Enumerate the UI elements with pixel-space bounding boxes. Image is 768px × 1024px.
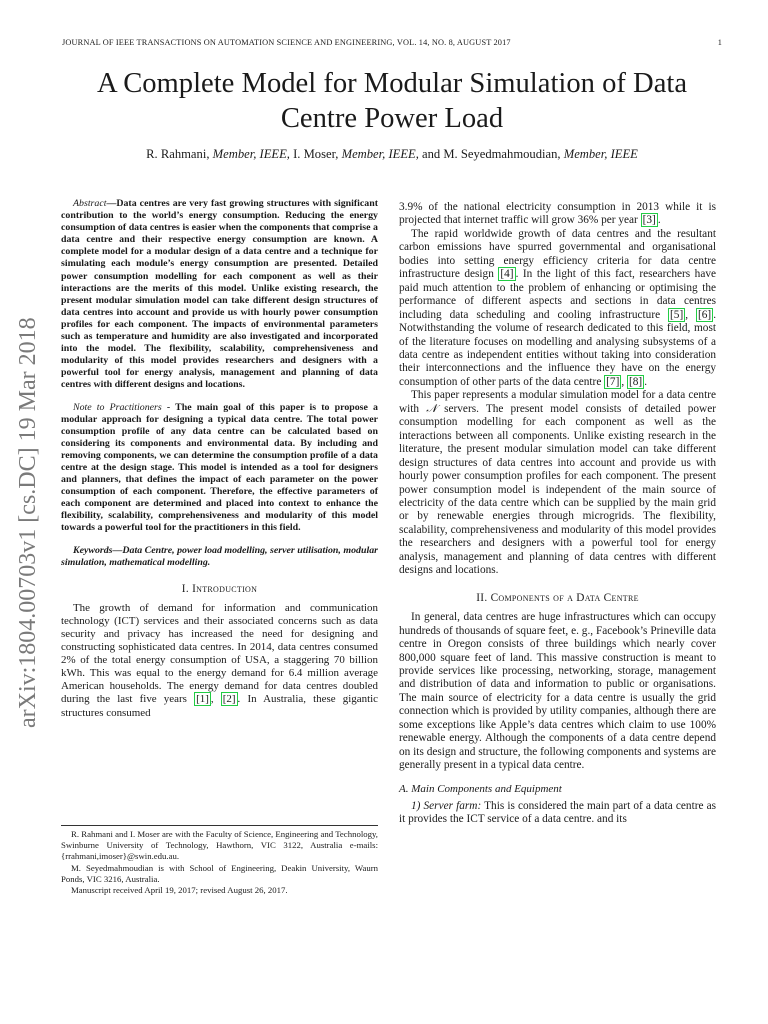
keywords-label: Keywords: [73, 544, 113, 556]
citation-link[interactable]: [7]: [606, 375, 620, 388]
section-heading-introduction: I. Introduction: [181, 582, 258, 595]
page-number: 1: [717, 38, 722, 47]
subsection-heading-main-components: A. Main Components and Equipment: [399, 782, 562, 795]
citation-link[interactable]: [5]: [670, 308, 684, 321]
components-paragraph: In general, data centres are huge infrastructures which can occupy hundreds of thousands of square feet, e. g., Facebook’s Prineville data centre in Oregon consists of three buildings which nearly cover 800,000 square feet of land. This massive construction is meant to provide services like processing, networking, storage, management and distribution of data and information to public or organisations. The main source of electricity for a data centre is usually the grid connection which is provided by utility companies, although there are some exceptions like Apple’s data centres which claim to use 100% renewable energy. Although the components of a data centre depend on its design and structure, the following components and systems are generally present in a typical data centre.: [399, 611, 716, 772]
author-line: [62, 147, 722, 162]
body-text: 3.9% of the national electricity consumption in 2013 while it is projected that internet traffic will grow 36% per year: [399, 201, 716, 227]
server-farm-label: 1) Server farm:: [411, 800, 482, 813]
body-text: The rapid worldwide growth of data centres and the resultant carbon emissions have spurred governmental and organisational bodies into setting energy efficiency criteria for data centre infrastructure design: [399, 227, 716, 281]
footnote-affiliation-2: M. Seyedmahmoudian is with School of Engineering, Deakin University, Waurn Ponds, VIC 3216, Australia.: [61, 862, 378, 884]
citation-separator: ,: [685, 308, 696, 321]
citation-link[interactable]: [8]: [629, 375, 643, 388]
body-text: servers. The present model consists of detailed power consumption modelling for each component as well as the interactions between all components. Unlike existing research in the literature, the present modular simulation model can take different design structures of data centres into account and provide us with hourly power consumption profiles for each component. The present power consumption model is independent of the main source of electricity of the data centre which can be supplied by the main grid or by renewable energies through microgrids. The flexibility, scalability, comprehensiveness and modularity of this model provides the researchers and designers with a powerful tool for energy analysis, management and planning of data centres with different designs and locations.: [399, 402, 716, 577]
citation-separator: ,: [621, 375, 628, 388]
author-moser-role: Member, IEEE,: [341, 147, 419, 161]
citation-link[interactable]: [2]: [222, 693, 236, 706]
body-text: This paper represents a modular simulation model for a data centre with: [399, 389, 716, 415]
footnote-affiliation-1: R. Rahmani and I. Moser are with the Faculty of Science, Engineering and Technology, Swinburne University of Technology, Hawthorn, VIC 3122, Australia e-mails: {rrahmani,imoser}@swin.edu.au.: [61, 829, 378, 862]
footnote-manuscript-dates: Manuscript received April 19, 2017; revised August 26, 2017.: [71, 885, 288, 896]
intro-paragraph: [61, 602, 378, 720]
abstract-label: Abstract: [73, 198, 107, 209]
abstract-text: —Data centres are very fast growing structures with significant contribution to the world’s energy consumption. Reducing the energy consumption of data centres is easier when the components that comprise a data centre and their respective energy consumption are known. A complete model for a modular design of a data centre and a technique for simulating each module’s energy consumption are presented. Detailed power consumption modelling for each component as well as their interactions are the merits of this model. Unlike existing research, the present modular simulation model can take different design structures of data centres into account and provide us with hourly power consumption profiles for each component. The impacts of environmental parameters such as temperature and humidity are also investigated and incorporated into the model. The flexibility, scalability, comprehensiveness and modularity of this model provides researchers and designers with a powerful tool for energy analysis, management and planning of data centres with different designs and locations.: [61, 198, 378, 391]
section-heading-components: II. Components of a Data Centre: [476, 591, 639, 604]
author-seyedmahmoudian-role: Member, IEEE: [563, 147, 638, 161]
citation-link[interactable]: [1]: [196, 693, 209, 706]
abstract: [61, 198, 378, 392]
body-text: .: [657, 214, 661, 227]
practitioners-text: - The main goal of this paper is to propose a modular approach for designing a typical data centre. The total power consumption profile of any data centre can be calculated based on considering its components and environmental data. By including and removing components, we can determine the consumption profile of a data centre at the design stage. This model is intended as a tool for designers and planners, that defines the impact of each parameter on the power consumption of each component. Therefore, the effective parameters of each component are determined and placed into context to enhance the flexibility, scalability, comprehensiveness and modularity of this model towards a powerful tool for the practitioners in this field.: [61, 401, 378, 534]
intro-text: The growth of demand for information and communication technology (ICT) services and their associated concerns such as data security and privacy has increased the need for designing and constructing sophisticated data centres. In 2014, data centres consumed 2% of the total energy consumption of USA, a staggering 70 billion kWh. This was equal to the energy demand for 6.4 million average American households. The energy demand for data centres doubled during the last five years: [61, 601, 378, 706]
citation-link[interactable]: [3]: [642, 214, 656, 227]
author-rahmani-role: Member, IEEE,: [212, 147, 290, 161]
running-head: [62, 38, 722, 47]
footnotes: [61, 825, 378, 896]
paper-title: A Complete Model for Modular Simulation of Data Centre Power Load: [96, 68, 688, 134]
journal-name: JOURNAL OF IEEE TRANSACTIONS ON AUTOMATION SCIENCE AND ENGINEERING, VOL. 14, NO. 8, AUGUST 2017: [62, 38, 511, 47]
author-rahmani: R. Rahmani,: [146, 147, 210, 161]
author-moser: I. Moser,: [293, 147, 339, 161]
keywords: [61, 545, 378, 569]
citation-separator: ,: [210, 693, 221, 706]
practitioners-label: Note to Practitioners: [73, 401, 162, 413]
left-column: [61, 198, 378, 720]
server-farm-text: This is considered the main part of a data centre as it provides the ICT service of a data centre. and its: [399, 800, 717, 826]
keywords-text: —Data Centre, power load modelling, server utilisation, modular simulation, mathematical modelling.: [61, 544, 378, 568]
author-seyedmahmoudian: and M. Seyedmahmoudian,: [422, 147, 561, 161]
intro-paragraph-2: [399, 228, 716, 389]
arxiv-stamp: arXiv:1804.00703v1 [cs.DC] 19 Mar 2018: [15, 317, 41, 728]
body-text: .: [644, 375, 648, 388]
body-text: . Notwithstanding the volume of research dedicated to this field, most of the literature focuses on modelling and analysing subsystems of a data centre as independent entities without taking into consideration their interconnections and the influence they have on the energy consumption of other parts of the data centre: [399, 308, 717, 388]
right-column: [399, 201, 716, 827]
math-symbol-n: 𝒩: [426, 402, 438, 415]
server-farm-paragraph: [399, 800, 716, 827]
body-text: . In the light of this fact, researchers have paid much attention to the problem of enhancing or optimising the performance of different aspects and sections in data centres including data scheduling and cooling infrastructure: [399, 268, 717, 321]
note-to-practitioners: [61, 402, 378, 535]
intro-continued-paragraph: [399, 201, 716, 228]
citation-link[interactable]: [4]: [500, 268, 514, 281]
intro-text-tail: . In Australia, these gigantic structures consumed: [61, 693, 379, 719]
intro-paragraph-3: [399, 389, 716, 577]
citation-link[interactable]: [6]: [698, 308, 712, 321]
